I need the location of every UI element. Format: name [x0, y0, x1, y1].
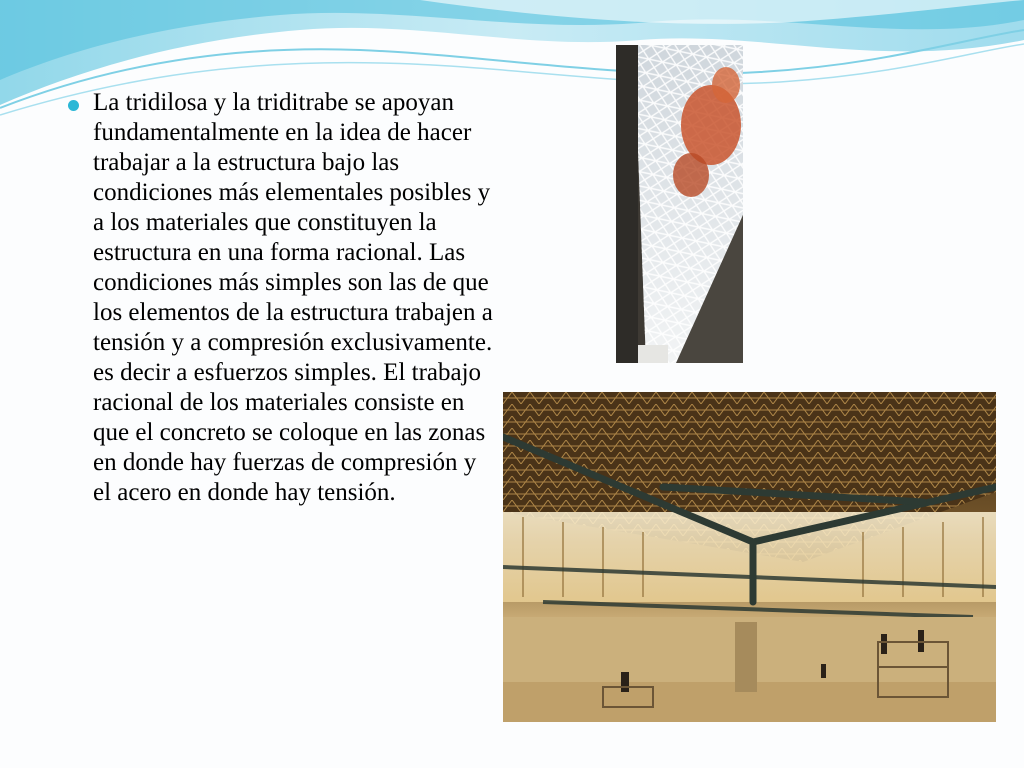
- skylight-space-frame-photo: [616, 45, 743, 363]
- bullet-item: [68, 88, 493, 508]
- bullet-paragraph: La tridilosa y la triditrabe se apoyan fundamentalmente en la idea de hacer trabajar a la estructura bajo las condiciones más elementales posibles y a los materiales que constituyen la estructura en una forma racional. Las condiciones más simples son las de que los elementos de la estructura trabajen a tensión y a compresión exclusivamente. es decir a esfuerzos simples. El trabajo racional de los materiales consiste en que el concreto se coloque en las zonas en donde hay fuerzas de compresión y el acero en donde hay tensión.: [93, 89, 493, 506]
- interior-space-frame-ceiling-photo: [503, 392, 996, 722]
- bullet-dot-icon: [68, 100, 79, 111]
